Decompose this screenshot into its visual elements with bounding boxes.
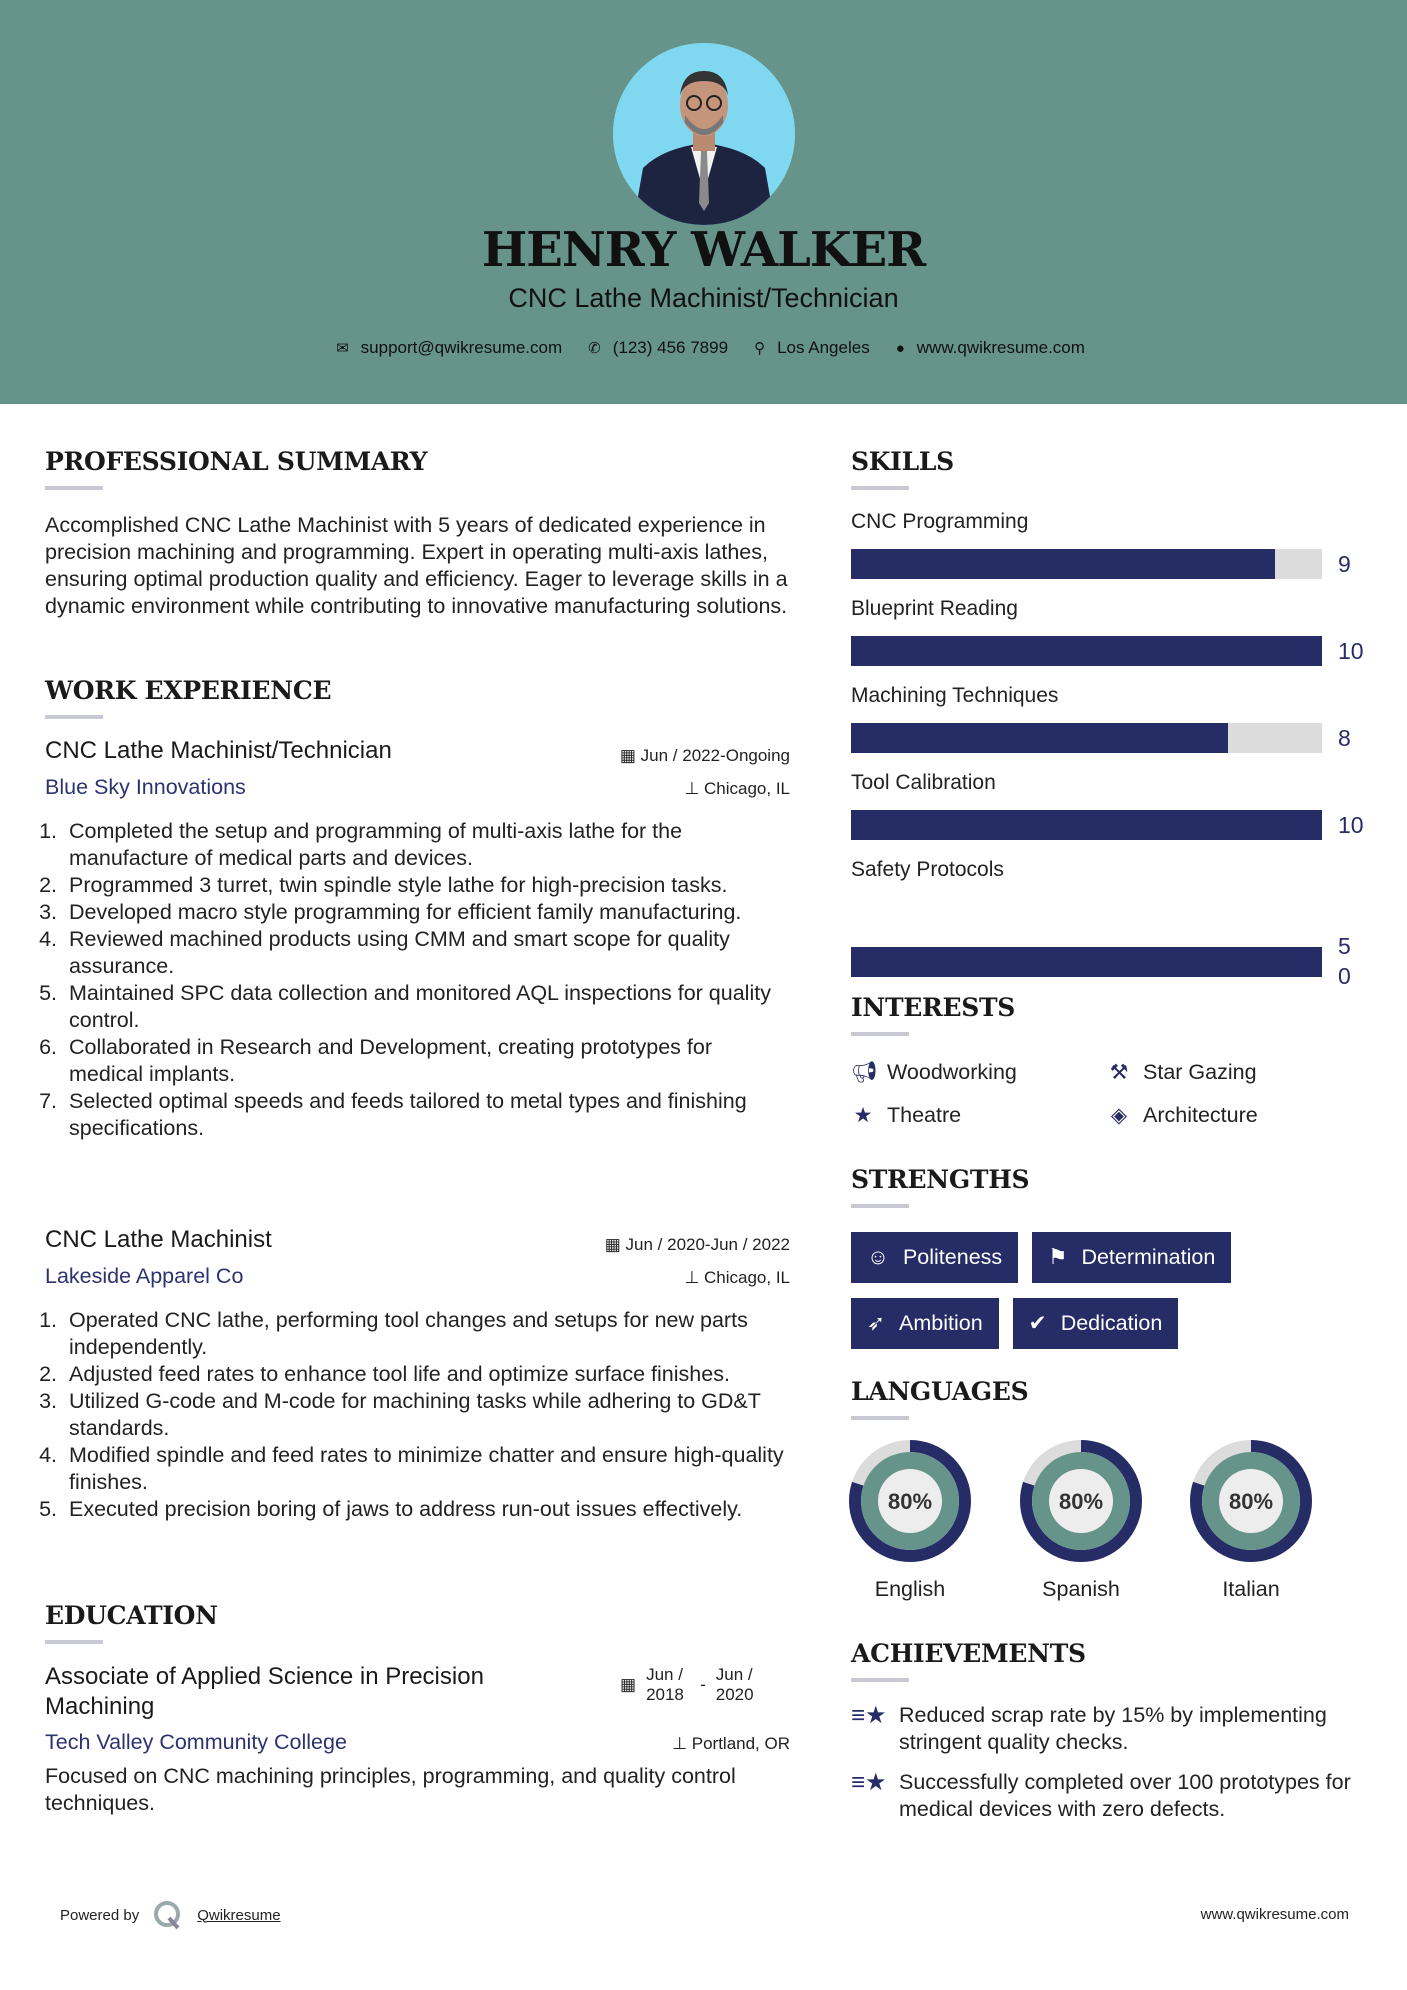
job-location (684, 779, 790, 799)
pin-icon: ⊥ (684, 779, 704, 798)
list-item: 1. Completed the setup and programming of multi-axis lathe for the manufacture of medical parts and devices. (63, 818, 775, 872)
skill-bar (851, 549, 1322, 579)
qwikresume-logo-icon (153, 1900, 183, 1930)
list-item: 5. Executed precision boring of jaws to address run-out issues effectively. (63, 1496, 795, 1523)
language-donut (1016, 1436, 1146, 1566)
check-circle-icon: ✔ (1028, 1311, 1047, 1335)
contact-email[interactable]: support@qwikresume.com (360, 338, 563, 357)
skill-bar (851, 636, 1322, 666)
job-title: CNC Lathe Machinist (45, 1226, 272, 1253)
gavel-icon: ⚒ (1109, 1061, 1129, 1084)
section-heading: SKILLS (851, 447, 954, 476)
job-location-text: Chicago, IL (704, 779, 790, 798)
list-item: 2. Programmed 3 turret, twin spindle style lathe for high-precision tasks. (63, 872, 775, 899)
smile-icon: ☺ (867, 1245, 889, 1269)
interest-item (851, 1060, 1107, 1085)
calendar-icon: ▦ (604, 1235, 626, 1254)
skill-bar-fill (851, 636, 1322, 666)
language-percent: 80% (1058, 1489, 1104, 1514)
skill-value: 10 (1338, 638, 1364, 664)
achievements-section (851, 1639, 1371, 1823)
footer-brand (60, 1900, 281, 1930)
school-name: Tech Valley Community College (45, 1730, 347, 1754)
education-section (45, 1601, 790, 1817)
job-dates-text: Jun / 2020-Jun / 2022 (625, 1235, 790, 1254)
skill-name: Tool Calibration (851, 771, 996, 794)
job-dates (620, 746, 790, 766)
interest-label: Star Gazing (1143, 1060, 1257, 1084)
candidate-name: HENRY WALKER (481, 222, 926, 278)
list-item: 3. Utilized G-code and M-code for machining tasks while adhering to GD&T standards. (63, 1388, 795, 1442)
interest-label: Theatre (887, 1103, 962, 1127)
contact-bar (0, 338, 1407, 358)
language-name: English (874, 1577, 946, 1601)
skill-name: Blueprint Reading (851, 597, 1018, 620)
interest-item (851, 1103, 1107, 1128)
skill-name: CNC Programming (851, 510, 1029, 533)
powered-by-text: Powered by (60, 1906, 140, 1924)
flag-icon: ⚑ (1048, 1245, 1068, 1269)
job-dates-text: Jun / 2022-Ongoing (640, 746, 790, 765)
calendar-icon: ▦ (620, 1675, 637, 1694)
section-heading: STRENGTHS (851, 1165, 1030, 1194)
company-name: Lakeside Apparel Co (45, 1264, 244, 1288)
star-award-icon: ≡★ (851, 1702, 887, 1729)
strength-tag (1032, 1232, 1231, 1283)
phone-icon: ✆ (588, 340, 601, 357)
language-donut (1186, 1436, 1316, 1566)
star-award-icon: ≡★ (851, 1769, 887, 1796)
pin-icon: ⊥ (684, 1268, 704, 1287)
skill-value: 8 (1338, 725, 1351, 751)
ruler-icon: ◈ (1110, 1104, 1128, 1127)
date-separator: - (700, 1675, 706, 1694)
language-percent: 80% (887, 1489, 933, 1514)
divider (851, 1204, 909, 1208)
job-location (684, 1268, 790, 1288)
profile-photo (613, 43, 795, 225)
strength-label: Dedication (1060, 1311, 1163, 1335)
summary-text: Accomplished CNC Lathe Machinist with 5 years of dedicated experience in precision machining and programming. Expert in operating multi-axis lathes, ensuring optimal production quality and efficiency. Eager to leverage skills in a dynamic environment while contributing to innovative manufacturing solutions. (45, 513, 788, 618)
skill-bar-fill (851, 810, 1322, 840)
interest-label: Woodworking (887, 1060, 1017, 1084)
skill-value: 10 (1338, 812, 1364, 838)
strength-label: Politeness (902, 1245, 1003, 1269)
contact-website[interactable]: www.qwikresume.com (916, 338, 1085, 357)
divider (851, 486, 909, 490)
language-name: Spanish (1042, 1577, 1120, 1601)
skill-bar (851, 810, 1322, 840)
list-item: 7. Selected optimal speeds and feeds tailored to metal types and finishing specifications. (63, 1088, 775, 1142)
job-dates (605, 1235, 790, 1255)
globe-icon: ● (895, 339, 905, 357)
divider (45, 486, 103, 490)
strength-tag (1013, 1298, 1179, 1349)
achievement-item (851, 1769, 1371, 1823)
education-dates (620, 1665, 760, 1705)
contact-phone[interactable]: (123) 456 7899 (612, 338, 729, 357)
contact-location: Los Angeles (777, 338, 870, 357)
rocket-icon: ➶ (867, 1311, 886, 1335)
job-location-text: Chicago, IL (704, 1268, 790, 1287)
skill-value: 5 0 (1338, 933, 1351, 989)
list-item: 6. Collaborated in Research and Development, creating prototypes for medical implants. (63, 1034, 775, 1088)
skill-value: 9 (1338, 551, 1351, 577)
list-item: 1. Operated CNC lathe, performing tool changes and setups for new parts independently. (63, 1307, 795, 1361)
pin-icon: ⊥ (672, 1734, 692, 1753)
education-location (672, 1734, 790, 1754)
divider (851, 1032, 909, 1036)
list-item: 4. Reviewed machined products using CMM and smart scope for quality assurance. (63, 926, 775, 980)
divider (45, 1640, 103, 1644)
strength-tag (851, 1298, 999, 1349)
job-entry (45, 1226, 790, 1523)
divider (45, 715, 103, 719)
language-percent: 80% (1228, 1489, 1274, 1514)
divider (851, 1678, 909, 1682)
skill-name: Safety Protocols (851, 858, 1004, 881)
map-marker-icon: ⚲ (754, 340, 766, 357)
section-heading: EDUCATION (45, 1601, 218, 1630)
section-heading: WORK EXPERIENCE (45, 676, 332, 705)
star-icon: ★ (853, 1104, 873, 1127)
achievement-text: Reduced scrap rate by 15% by implementing stringent quality checks. (899, 1703, 1327, 1754)
experience-section (45, 676, 790, 719)
achievement-text: Successfully completed over 100 prototypes for medical devices with zero defects. (899, 1770, 1351, 1821)
section-heading: PROFESSIONAL SUMMARY (45, 447, 428, 476)
skill-bar (851, 723, 1322, 753)
skill-bar-fill (851, 549, 1275, 579)
end-date: Jun / 2020 (715, 1665, 754, 1704)
strength-label: Determination (1081, 1245, 1216, 1269)
skill-bar-fill (851, 947, 1322, 977)
education-desc: Focused on CNC machining principles, programming, and quality control techniques. (45, 1764, 736, 1815)
envelope-icon: ✉ (336, 340, 349, 357)
skills-section (851, 447, 954, 490)
strength-tag (851, 1232, 1018, 1283)
interest-item (1107, 1103, 1347, 1128)
candidate-title: CNC Lathe Machinist/Technician (508, 283, 899, 313)
achievement-item (851, 1702, 1371, 1756)
list-item: 5. Maintained SPC data collection and monitored AQL inspections for quality control. (63, 980, 775, 1034)
degree-title: Associate of Applied Science in Precision Machining (45, 1663, 484, 1720)
bullhorn-icon: 📢︎ (851, 1060, 878, 1084)
company-name: Blue Sky Innovations (45, 775, 246, 799)
interest-label: Architecture (1143, 1103, 1258, 1127)
calendar-icon: ▦ (619, 746, 641, 765)
skill-name: Machining Techniques (851, 684, 1059, 707)
strengths-section (851, 1165, 1371, 1349)
start-date: Jun / 2018 (646, 1665, 684, 1704)
job-title: CNC Lathe Machinist/Technician (45, 737, 392, 764)
strength-label: Ambition (899, 1311, 983, 1335)
language-donut (845, 1436, 975, 1566)
section-heading: INTERESTS (851, 993, 1016, 1022)
languages-section (851, 1377, 1028, 1420)
job-entry (45, 737, 790, 1142)
skill-bar-fill (851, 723, 1228, 753)
qwikresume-link[interactable]: Qwikresume (197, 1906, 281, 1924)
footer-website[interactable]: www.qwikresume.com (1200, 1906, 1349, 1923)
divider (851, 1416, 909, 1420)
summary-section (45, 447, 790, 620)
list-item: 2. Adjusted feed rates to enhance tool life and optimize surface finishes. (63, 1361, 795, 1388)
section-heading: LANGUAGES (851, 1377, 1029, 1406)
education-location-text: Portland, OR (691, 1734, 790, 1753)
skill-bar (851, 947, 1322, 977)
list-item: 3. Developed macro style programming for efficient family manufacturing. (63, 899, 775, 926)
list-item: 4. Modified spindle and feed rates to minimize chatter and ensure high-quality finishes. (63, 1442, 795, 1496)
interests-section (851, 993, 1351, 1128)
section-heading: ACHIEVEMENTS (851, 1639, 1086, 1668)
language-name: Italian (1222, 1577, 1280, 1601)
interest-item (1107, 1060, 1347, 1085)
